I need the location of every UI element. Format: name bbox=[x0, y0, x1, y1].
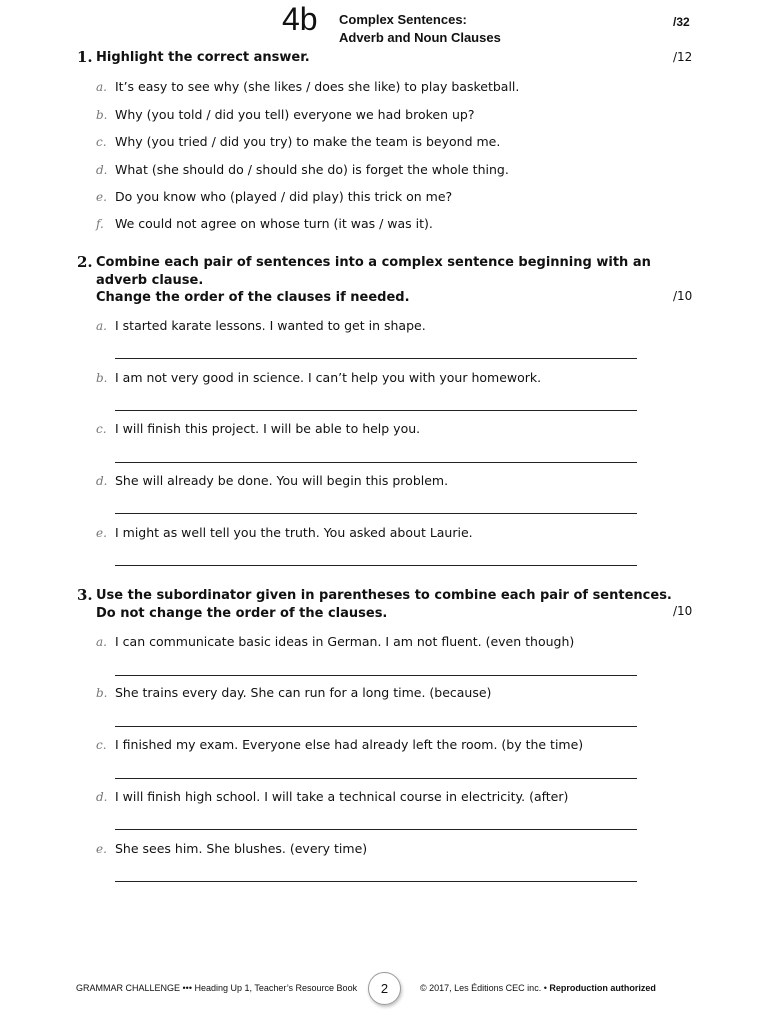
item-text: I am not very good in science. I can’t help you with your homework. bbox=[115, 370, 542, 385]
section-3-number: 3. bbox=[77, 586, 93, 604]
item-text: Why (you tried / did you try) to make the team is beyond me. bbox=[115, 134, 501, 149]
item-letter: e. bbox=[96, 190, 107, 204]
question-item bbox=[96, 318, 426, 333]
unit-title-line1: Complex Sentences: bbox=[339, 12, 467, 27]
item-letter: b. bbox=[96, 686, 108, 700]
section-2-instruction bbox=[96, 254, 676, 307]
item-letter: c. bbox=[96, 135, 107, 149]
item-text: I started karate lessons. I wanted to get in shape. bbox=[115, 318, 426, 333]
instruction-line: Use the subordinator given in parentheses to combine each pair of sentences. bbox=[96, 588, 672, 603]
answer-line[interactable] bbox=[115, 513, 637, 514]
question-item bbox=[96, 473, 448, 488]
item-text: Do you know who (played / did play) this trick on me? bbox=[115, 189, 453, 204]
question-item bbox=[96, 107, 474, 122]
item-text: I finished my exam. Everyone else had already left the room. (by the time) bbox=[115, 737, 584, 752]
item-text: I will finish high school. I will take a technical course in electricity. (after) bbox=[115, 789, 569, 804]
item-letter: d. bbox=[96, 474, 108, 488]
section-3-score: /10 bbox=[673, 604, 693, 618]
section-2-score: /10 bbox=[673, 289, 693, 303]
question-item bbox=[96, 841, 367, 856]
item-letter: e. bbox=[96, 842, 107, 856]
footer-copyright bbox=[420, 983, 656, 993]
item-letter: a. bbox=[96, 80, 107, 94]
answer-line[interactable] bbox=[115, 565, 637, 566]
page-number: 2 bbox=[368, 972, 401, 1005]
copyright-text: © 2017, Les Éditions CEC inc. • bbox=[420, 983, 547, 993]
item-text: She sees him. She blushes. (every time) bbox=[115, 841, 368, 856]
instruction-line: Highlight the correct answer. bbox=[96, 50, 310, 65]
answer-line[interactable] bbox=[115, 881, 637, 882]
section-1-score: /12 bbox=[673, 50, 693, 64]
instruction-line: Do not change the order of the clauses. bbox=[96, 605, 388, 621]
section-2-number: 2. bbox=[77, 253, 93, 271]
question-item bbox=[96, 216, 433, 231]
item-text: I will finish this project. I will be able to help you. bbox=[115, 421, 421, 436]
answer-line[interactable] bbox=[115, 358, 637, 359]
item-text: Why (you told / did you tell) everyone we had broken up? bbox=[115, 107, 475, 122]
item-text: We could not agree on whose turn (it was / was it). bbox=[115, 216, 433, 231]
answer-line[interactable] bbox=[115, 462, 637, 463]
answer-line[interactable] bbox=[115, 410, 637, 411]
question-item bbox=[96, 189, 452, 204]
item-letter: c. bbox=[96, 422, 107, 436]
item-text: It’s easy to see why (she likes / does she like) to play basketball. bbox=[115, 79, 520, 94]
item-letter: a. bbox=[96, 635, 107, 649]
item-letter: d. bbox=[96, 790, 108, 804]
question-item bbox=[96, 634, 574, 649]
item-letter: a. bbox=[96, 319, 107, 333]
unit-code: 4b bbox=[282, 1, 318, 37]
question-item bbox=[96, 525, 473, 540]
answer-line[interactable] bbox=[115, 829, 637, 830]
total-score: /32 bbox=[673, 15, 690, 29]
question-item bbox=[96, 79, 519, 94]
question-item bbox=[96, 370, 541, 385]
question-item bbox=[96, 789, 568, 804]
question-item bbox=[96, 162, 509, 177]
item-letter: e. bbox=[96, 526, 107, 540]
item-letter: b. bbox=[96, 108, 108, 122]
answer-line[interactable] bbox=[115, 726, 637, 727]
section-3-instruction bbox=[96, 587, 676, 622]
instruction-line: Change the order of the clauses if needed. bbox=[96, 290, 410, 305]
footer-book-title: GRAMMAR CHALLENGE ••• Heading Up 1, Teacher’s Resource Book bbox=[76, 983, 358, 993]
unit-title-line2: Adverb and Noun Clauses bbox=[339, 30, 501, 45]
unit-title bbox=[339, 11, 501, 47]
answer-line[interactable] bbox=[115, 675, 637, 676]
item-letter: c. bbox=[96, 738, 107, 752]
item-text: I can communicate basic ideas in German. I am not fluent. (even though) bbox=[115, 634, 575, 649]
question-item bbox=[96, 421, 420, 436]
item-text: I might as well tell you the truth. You asked about Laurie. bbox=[115, 525, 473, 540]
question-item bbox=[96, 685, 491, 700]
question-item bbox=[96, 134, 500, 149]
item-letter: b. bbox=[96, 371, 108, 385]
answer-line[interactable] bbox=[115, 778, 637, 779]
section-1-number: 1. bbox=[77, 48, 93, 66]
item-text: She trains every day. She can run for a long time. (because) bbox=[115, 685, 492, 700]
instruction-line: Combine each pair of sentences into a complex sentence beginning with an adverb clause. bbox=[96, 255, 651, 288]
item-letter: d. bbox=[96, 163, 108, 177]
item-text: What (she should do / should she do) is forget the whole thing. bbox=[115, 162, 509, 177]
question-item bbox=[96, 737, 583, 752]
item-text: She will already be done. You will begin this problem. bbox=[115, 473, 449, 488]
item-letter: f. bbox=[96, 217, 104, 231]
rights-text: Reproduction authorized bbox=[549, 983, 656, 993]
section-1-instruction bbox=[96, 49, 676, 67]
